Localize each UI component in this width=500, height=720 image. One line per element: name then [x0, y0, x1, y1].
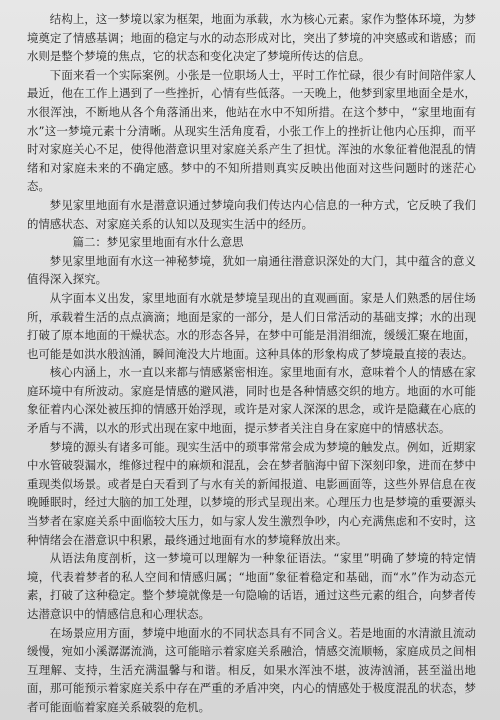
- paragraph-scenario-application: 在场景应用方面，梦境中地面水的不同状态具有不同含义。若是地面的水清澈且流动缓慢，宛如小溪潺潺流淌，这可能暗示着家庭关系融洽，情感交流顺畅，家庭成员之间相互理解、支持，生活充满温馨与和谐。相反，如果水浑浊不堪，波涛汹涌，甚至溢出地面，那可能预示着家庭关系中存在严重的矛盾冲突，内心的情感处于极度混乱的状态，梦者可能面临着家庭关系破裂的危机。: [27, 625, 476, 714]
- paragraph-literal-meaning: 从字面本义出发，家里地面有水就是梦境呈现出的直观画面。家是人们熟悉的居住场所，承载着生活的点点滴滴；地面是家的一部分，是人们日常活动的基础支撑；水的出现打破了原本地面的干燥状态。水的形态各异，在梦中可能是涓涓细流，缓缓汇聚在地面，也可能是如洪水般汹涌，瞬间淹没大片地面。这种具体的形象构成了梦境最直接的表达。: [27, 290, 476, 361]
- paragraph-intro: 梦见家里地面有水这一神秘梦境，犹如一扇通往潜意识深处的大门，其中蕴含的意义值得深入探究。: [27, 253, 476, 287]
- paragraph-dream-sources: 梦境的源头有诸多可能。现实生活中的琐事常常会成为梦境的触发点。例如，近期家中水管破裂漏水，维修过程中的麻烦和混乱，会在梦者脑海中留下深刻印象，进而在梦中重现类似场景。或者是白天看到了与水有关的新闻报道、电影画面等，这些外界信息在夜晚睡眠时，经过大脑的加工处理，以梦境的形式呈现出来。心理压力也是梦境的重要源头当梦者在家庭关系中面临较大压力，如与家人发生激烈争吵，内心充满焦虑和不安时，这种情绪会在潜意识中积累，最终通过地面有水的梦境释放出来。: [27, 439, 476, 547]
- paragraph-core-meaning: 核心内涵上，水一直以来都与情感紧密相连。家里地面有水，意味着个人的情感在家庭环境中有所波动。家庭是情感的避风港，同时也是各种情感交织的地方。地面的水可能象征着内心深处被压抑的情感开始浮现，或许是对家人深深的思念，或许是隐藏在心底的矛盾与不满，以水的形式出现在家中地面，提示梦者关注自身在家庭中的情感状态。: [27, 365, 476, 436]
- paragraph-case-study: 下面来看一个实际案例。小张是一位职场人士，平时工作忙碌，很少有时间陪伴家人最近，他在工作上遇到了一些挫折，心情有些低落。一天晚上，他梦到家里地面全是水，水很浑浊，不断地从各个角落涌出来，他站在水中不知所措。在这个梦中，“家里地面有水”这一梦境元素十分清晰。从现实生活角度看，小张工作上的挫折让他内心压抑，而平时对家庭关心不足，使得他潜意识里对家庭关系产生了担忧。浑浊的水象征着他混乱的情绪和对家庭未来的不确定感。梦中的不知所措则真实反映出他面对这些问题时的迷茫心态。: [27, 67, 476, 194]
- paragraph-grammar-analysis: 从语法角度剖析，这一梦境可以理解为一种象征语法。“家里”明确了梦境的特定情境，代表着梦者的私人空间和情感归属；“地面”象征着稳定和基础，而“水”作为动态元素，打破了这种稳定。整个梦境就像是一句隐喻的话语，通过这些元素的组合，向梦者传达潜意识中的情感信息和心理状态。: [27, 551, 476, 621]
- section-heading: 篇二：梦见家里地面有水什么意思: [72, 235, 244, 250]
- paragraph-structure: 结构上，这一梦境以家为框架，地面为承载，水为核心元素。家作为整体环境，为梦境奠定了情感基调；地面的稳定与水的动态形成对比，突出了梦境的冲突感或和谐感；而水则是整个梦境的焦点，它的状态和变化决定了梦境所传达的信息。: [27, 12, 476, 64]
- paragraph-summary: 梦见家里地面有水是潜意识通过梦境向我们传达内心信息的一种方式，它反映了我们的情感状态、对家庭关系的认知以及现实生活中的经历。: [27, 197, 476, 231]
